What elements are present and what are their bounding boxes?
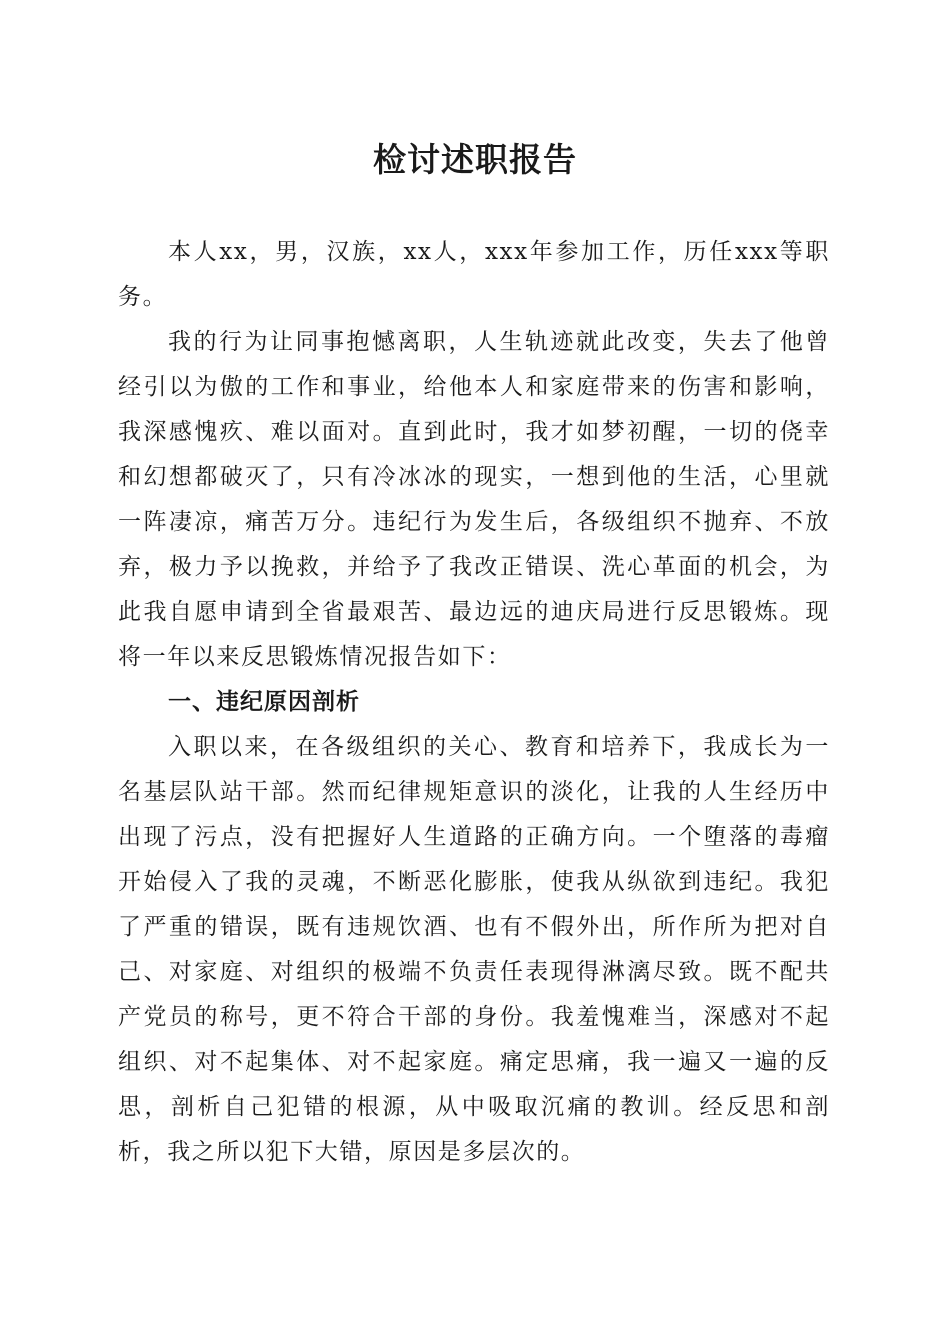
paragraph-personal-info: 本人xx，男，汉族，xx人，xxx年参加工作，历任xxx等职务。 — [118, 239, 830, 310]
paragraph-reflection: 我的行为让同事抱憾离职，人生轨迹就此改变，失去了他曾经引以为傲的工作和事业，给他本人和家庭带来的伤害和影响，我深感愧疚、难以面对。直到此时，我才如梦初醒，一切的侥幸和幻想都破灭了，只有冷冰冰的现实，一想到他的生活，心里就一阵凄凉，痛苦万分。违纪行为发生后，各级组织不抛弃、不放弃，极力予以挽救，并给予了我改正错误、洗心革面的机会，为此我自愿申请到全省最艰苦、最边远的迪庆局进行反思锻炼。现将一年以来反思锻炼情况报告如下： — [118, 329, 830, 670]
section-heading: 一、违纪原因剖析 — [168, 689, 360, 715]
document-body — [118, 230, 830, 1175]
document-title: 检讨述职报告 — [373, 140, 577, 179]
paragraph-analysis: 入职以来，在各级组织的关心、教育和培养下，我成长为一名基层队站干部。然而纪律规矩意识的淡化，让我的人生经历中出现了污点，没有把握好人生道路的正确方向。一个堕落的毒瘤开始侵入了我的灵魂，不断恶化膨胀，使我从纵欲到违纪。我犯了严重的错误，既有违规饮酒、也有不假外出，所作所为把对自己、对家庭、对组织的极端不负责任表现得淋漓尽致。既不配共产党员的称号，更不符合干部的身份。我羞愧难当，深感对不起组织、对不起集体、对不起家庭。痛定思痛，我一遍又一遍的反思，剖析自己犯错的根源，从中吸取沉痛的教训。经反思和剖析，我之所以犯下大错，原因是多层次的。 — [118, 734, 830, 1165]
